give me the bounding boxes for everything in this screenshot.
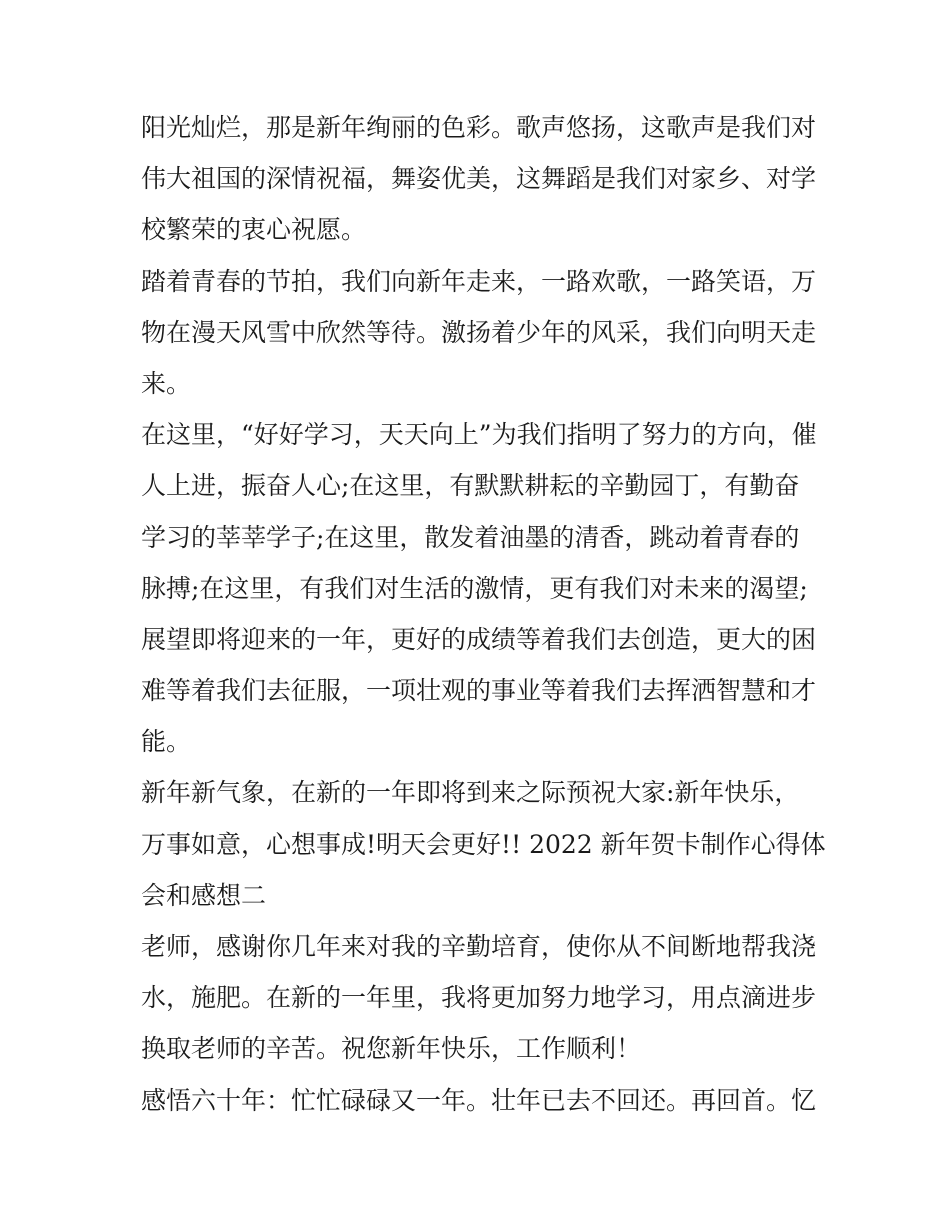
text-line: 展望即将迎来的一年，更好的成绩等着我们去创造，更大的困 (141, 624, 817, 654)
text-line: 感悟六十年：忙忙碌碌又一年。壮年已去不回还。再回首。忆 (141, 1085, 817, 1115)
text-line: 万事如意，心想事成!明天会更好!! 2022 新年贺卡制作心得体 (141, 829, 826, 859)
text-line: 新年新气象，在新的一年即将到来之际预祝大家:新年快乐， (141, 778, 800, 808)
text-line: 踏着青春的节拍，我们向新年走来，一路欢歌，一路笑语，万 (141, 266, 817, 296)
document-body (141, 102, 826, 1126)
text-line: 阳光灿烂，那是新年绚丽的色彩。歌声悠扬，这歌声是我们对 (141, 113, 817, 142)
text-line: 水，施肥。在新的一年里，我将更加努力地学习，用点滴进步 (141, 983, 817, 1013)
text-line: 换取老师的辛苦。祝您新年快乐，工作顺利！ (141, 1034, 642, 1064)
text-line: 会和感想二 (141, 880, 267, 910)
text-line: 在这里，“好好学习，天天向上”为我们指明了努力的方向，催 (141, 420, 817, 450)
text-line: 能。 (141, 727, 192, 757)
text-line: 校繁荣的衷心祝愿。 (141, 215, 367, 245)
text-line: 人上进，振奋人心;在这里，有默默耕耘的辛勤园丁，有勤奋 (141, 471, 800, 501)
text-line: 脉搏;在这里，有我们对生活的激情，更有我们对未来的渴望; (141, 573, 808, 603)
text-line: 学习的莘莘学子;在这里，散发着油墨的清香，跳动着青春的 (141, 522, 800, 552)
text-line: 来。 (141, 368, 192, 398)
text-line: 伟大祖国的深情祝福，舞姿优美，这舞蹈是我们对家乡、对学 (141, 164, 817, 194)
text-line: 老师，感谢你几年来对我的辛勤培育，使你从不间断地帮我浇 (141, 932, 817, 961)
text-line: 物在漫天风雪中欣然等待。激扬着少年的风采，我们向明天走 (141, 317, 817, 347)
text-line: 难等着我们去征服，一项壮观的事业等着我们去挥洒智慧和才 (141, 676, 817, 706)
